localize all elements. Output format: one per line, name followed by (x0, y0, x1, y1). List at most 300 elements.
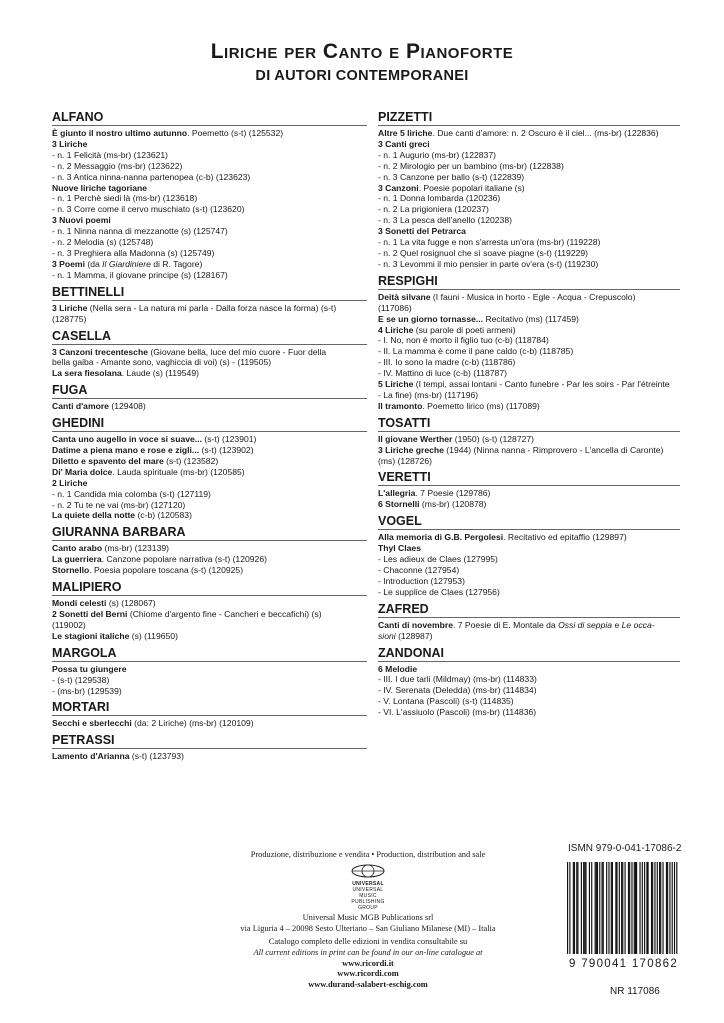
barcode-bar (652, 862, 653, 954)
work-entry (378, 325, 680, 336)
work-text: (s) (128067) (106, 598, 156, 609)
work-text: - n. 2 Tu te ne vai (ms-br) (127120) (52, 499, 186, 510)
barcode-bar (662, 862, 663, 954)
barcode-bar (599, 862, 600, 954)
work-text: Mondi celesti (52, 598, 107, 609)
work-entry (52, 270, 367, 281)
work-text: di R. Tagore) (150, 258, 203, 269)
barcode-bar (669, 862, 670, 954)
composer-section (52, 416, 367, 521)
composer-name: VERETTI (378, 470, 680, 486)
work-entry (378, 499, 680, 510)
work-entry (52, 303, 367, 314)
work-entry (378, 390, 680, 401)
work-text: Thyl Claes (378, 543, 421, 554)
work-text: - n. 3 Corre come il cervo muschiato (s-t) (123620) (52, 204, 245, 215)
work-entry (52, 314, 367, 325)
composer-name: ALFANO (52, 110, 367, 126)
work-text: La guerriera (52, 554, 102, 565)
work-text: (s-t) (123902) (199, 445, 254, 456)
work-entry (52, 664, 367, 675)
work-text: - I. No, non è morto il figlio tuo (c-b) (118784) (378, 335, 549, 346)
barcode-bar (584, 862, 585, 954)
work-entry (378, 226, 680, 237)
composer-section (52, 383, 367, 412)
work-text: . Poesie popolari italiane (s) (418, 182, 525, 193)
composer-section (52, 329, 367, 380)
url-ricordi-it[interactable]: www.ricordi.it (342, 958, 394, 968)
work-text: - n. 1 Augurio (ms-br) (122837) (378, 149, 496, 160)
work-entry (52, 445, 367, 456)
work-entry (378, 139, 680, 150)
barcode-bar (648, 862, 649, 954)
composer-name: RESPIGHI (378, 274, 680, 290)
barcode-bar (591, 862, 592, 954)
work-entry (52, 434, 367, 445)
work-text: - n. 3 Preghiera alla Madonna (s) (125749) (52, 247, 215, 258)
work-text: Le occa- (621, 619, 655, 630)
work-text: 3 Liriche (52, 302, 88, 313)
barcode-bar (636, 862, 637, 954)
work-text: 6 Melodie (378, 663, 418, 674)
work-text: - IV. Mattino di luce (c-b) (118787) (378, 368, 507, 379)
barcode-bar (615, 862, 616, 954)
barcode-bar (674, 862, 675, 954)
work-text: 3 Poemi (52, 258, 85, 269)
work-entry (378, 445, 680, 456)
work-entry (52, 675, 367, 686)
barcode-bar (672, 862, 673, 954)
work-text: L'allegria (378, 488, 416, 499)
work-text: - II. La mamma è come il pane caldo (c-b) (118785) (378, 346, 574, 357)
barcode-bar (603, 862, 604, 954)
work-text: 3 Nuovi poemi (52, 215, 111, 226)
composer-section (52, 733, 367, 762)
work-entry (378, 620, 680, 631)
work-entry (378, 128, 680, 139)
composer-section (378, 514, 680, 597)
work-text: Il tramonto (378, 400, 423, 411)
work-entry (52, 500, 367, 511)
work-entry (378, 576, 680, 587)
work-text: Ossi di seppia (558, 619, 613, 630)
work-text: - n. 3 Levommi il mio pensier in parte ov'era (s-t) (119230) (378, 258, 599, 269)
barcode-bar (666, 862, 667, 954)
catalog-note-it: Catalogo completo delle edizioni in vendita consultabile su (268, 937, 468, 947)
page-subtitle: DI AUTORI CONTEMPORANEI (255, 68, 469, 84)
work-entry (52, 598, 367, 609)
work-text: (I tempi, assai lontani - Canto funebre - Par les soirs - Par l'étreinte (413, 379, 670, 390)
work-text: - n. 2 Quel rosignuol che sì soave piagne (s-t) (119229) (378, 247, 589, 258)
work-text: Diletto e spavento del mare (52, 455, 164, 466)
barcode-bar (642, 862, 643, 954)
work-text: Datime a piena mano e rose e zigli... (52, 445, 200, 456)
work-entry (378, 303, 680, 314)
work-entry (52, 620, 367, 631)
work-entry (378, 193, 680, 204)
work-entry (52, 368, 367, 379)
work-text: Il giovane Werther (378, 433, 453, 444)
work-entry (378, 368, 680, 379)
work-text: 4 Liriche (378, 324, 414, 335)
work-entry (52, 565, 367, 576)
work-entry (52, 401, 367, 412)
work-text: - n. 1 La vita fugge e non s'arresta un'ora (ms-br) (119228) (378, 237, 601, 248)
barcode-bar (585, 862, 586, 954)
work-text: Di' Maria dolce (52, 466, 113, 477)
composer-name: BETTINELLI (52, 285, 367, 301)
logo-subtext: UNIVERSAL MUSIC PUBLISHING GROUP (351, 887, 385, 912)
left-column (52, 110, 367, 766)
barcode-bar (657, 862, 658, 954)
work-text: - V. Lontana (Pascoli) (s-t) (114835) (378, 696, 514, 707)
barcode-bar (611, 862, 612, 954)
barcode-bar (628, 862, 629, 954)
composer-name: TOSATTI (378, 416, 680, 432)
composer-section (378, 416, 680, 467)
barcode-bar (644, 862, 645, 954)
work-entry (378, 554, 680, 565)
barcode-bar (654, 862, 655, 954)
work-entry (52, 172, 367, 183)
work-entry (52, 510, 367, 521)
work-entry (378, 456, 680, 467)
work-text: (Giovane bella, luce del mio cuore - Fuor della (148, 346, 327, 357)
work-entry (52, 150, 367, 161)
work-entry (52, 139, 367, 150)
url-ricordi-com[interactable]: www.ricordi.com (337, 969, 399, 979)
work-entry (52, 259, 367, 270)
work-text: Deità silvane (378, 291, 431, 302)
work-entry (52, 456, 367, 467)
barcode-bar (573, 862, 574, 954)
universal-logo (350, 864, 386, 912)
barcode-bar (625, 862, 626, 954)
work-text: (Chiome d'argento fine - Cancheri e beccafichi) (s) (127, 609, 322, 619)
work-entry (378, 237, 680, 248)
barcode-bar (595, 862, 596, 954)
barcode-bar (646, 862, 647, 954)
work-text: - n. 2 Melodia (s) (125748) (52, 237, 154, 248)
ismn-number: ISMN 979-0-041-17086-2 (568, 843, 682, 854)
work-entry (52, 554, 367, 565)
work-entry (378, 401, 680, 412)
work-text: 6 Stornelli (378, 499, 420, 510)
work-text: (Nella sera - La natura mi parla - Dalla forza nasce la forma) (s-t) (87, 302, 337, 313)
work-text: Secchi e sberlecchi (52, 718, 132, 729)
barcode-bar (569, 862, 570, 954)
composer-name: PETRASSI (52, 733, 367, 749)
work-entry (378, 587, 680, 598)
work-entry (378, 357, 680, 368)
work-text: 5 Liriche (378, 379, 414, 390)
work-text: (1944) (Ninna nanna - Rimprovero - L'ancella di Caronte) (443, 444, 664, 455)
work-entry (378, 172, 680, 183)
work-entry (378, 674, 680, 685)
work-text: (ms-br) (123139) (102, 543, 169, 554)
barcode-bar (635, 862, 636, 954)
globe-icon (350, 864, 386, 878)
work-text: Canti di novembre (378, 619, 453, 630)
work-text: . Poesia popolare toscana (s-t) (120925) (89, 565, 244, 576)
work-text: (I fauni - Musica in horto - Egle - Acqua - Crepuscolo) (430, 291, 636, 302)
work-text: È giunto il nostro ultimo autunno (52, 128, 188, 138)
work-text: - III. Io sono la madre (c-b) (118786) (378, 357, 516, 368)
work-entry (52, 204, 367, 215)
work-entry (378, 204, 680, 215)
work-text: . Laude (s) (119549) (121, 368, 199, 379)
composer-name: PIZZETTI (378, 110, 680, 126)
barcode-bar (589, 862, 590, 954)
work-entry (378, 292, 680, 303)
work-entry (378, 346, 680, 357)
work-entry (52, 489, 367, 500)
work-text: Possa tu giungere (52, 663, 127, 674)
work-entry (52, 193, 367, 204)
work-text: 2 Liriche (52, 477, 88, 488)
work-entry (52, 215, 367, 226)
barcode-bar (659, 862, 660, 954)
work-text: sioni (378, 630, 396, 641)
work-entry (52, 718, 367, 729)
work-entry (378, 543, 680, 554)
work-entry (378, 183, 680, 194)
barcode-bar (581, 862, 582, 954)
work-text: 3 Canzoni (378, 182, 419, 193)
composer-section (52, 525, 367, 576)
work-text: 3 Liriche greche (378, 444, 444, 455)
work-entry (378, 631, 680, 642)
composer-name: FUGA (52, 383, 367, 399)
distribution-note: Produzione, distribuzione e vendita • Production, distribution and sale (250, 850, 486, 859)
work-text: - n. 1 Felicità (ms-br) (123621) (52, 149, 169, 160)
work-text: (da (84, 258, 103, 269)
work-text: 3 Canzoni trecentesche (52, 346, 148, 357)
barcode-bar (634, 862, 635, 954)
work-entry (52, 751, 367, 762)
url-durand[interactable]: www.durand-salabert-eschig.com (308, 979, 428, 989)
barcode-bar (567, 862, 568, 954)
work-entry (52, 347, 367, 358)
work-text: - n. 2 Mirologio per un bambino (ms-br) (122838) (378, 160, 564, 171)
work-text: 3 Canti greci (378, 138, 430, 149)
work-text: - Les adieux de Claes (127995) (378, 554, 498, 565)
barcode-bar (676, 862, 677, 954)
work-entry (52, 686, 367, 697)
work-text: . Lauda spirituale (ms-br) (120585) (112, 466, 245, 477)
work-entry (52, 128, 367, 139)
work-text: La quiete della notte (52, 510, 136, 521)
work-entry (378, 161, 680, 172)
work-text: Alla memoria di G.B. Pergolesi (378, 532, 504, 543)
work-text: Stornello (52, 565, 90, 576)
work-text: Canto arabo (52, 543, 103, 554)
work-entry (378, 248, 680, 259)
barcode-bar (583, 862, 584, 954)
work-text: . Recitativo ed epitaffio (129897) (503, 532, 627, 543)
work-entry (52, 478, 367, 489)
barcode (555, 860, 685, 970)
work-text: (128987) (395, 630, 433, 641)
work-entry (52, 609, 367, 620)
work-text: - (s-t) (129538) (52, 674, 110, 685)
work-text: - Chaconne (127954) (378, 565, 460, 575)
barcode-bar (621, 862, 622, 954)
work-text: - (ms-br) (129539) (52, 685, 122, 696)
work-text: . Canzone popolare narrativa (s-t) (120926) (101, 554, 267, 565)
composer-name: ZAFRED (378, 602, 680, 618)
composer-section (52, 110, 367, 281)
composer-section (378, 110, 680, 270)
barcode-bar (616, 862, 617, 954)
work-entry (378, 565, 680, 576)
composer-section (378, 470, 680, 510)
work-entry (52, 631, 367, 642)
composer-name: MALIPIERO (52, 580, 367, 596)
work-text: - n. 1 Mamma, il giovane principe (s) (128167) (52, 269, 228, 280)
work-text: - Introduction (127953) (378, 575, 465, 586)
barcode-bar (660, 862, 661, 954)
work-text: Nuove liriche tagoriane (52, 182, 148, 193)
barcode-bar (602, 862, 603, 954)
work-text: (c-b) (120583) (135, 510, 192, 521)
work-text: - n. 3 Antica ninna-nanna partenopea (c-b) (123623) (52, 171, 251, 182)
work-text: - IV. Serenata (Deledda) (ms-br) (114834) (378, 685, 537, 696)
work-text: (s-t) (123582) (163, 455, 219, 466)
barcode-bar (606, 862, 607, 954)
composer-name: CASELLA (52, 329, 367, 345)
composer-name: ZANDONAI (378, 646, 680, 662)
work-text: Canta uno augello in voce si suave... (52, 434, 202, 445)
composer-section (378, 646, 680, 719)
work-text: (da: 2 Liriche) (ms-br) (120109) (131, 718, 254, 729)
work-text: . Due canti d'amore: n. 2 Oscuro è il ciel... (ms-br) (122836) (432, 128, 659, 138)
composer-name: MARGOLA (52, 646, 367, 662)
work-text: - Le supplice de Claes (127956) (378, 586, 500, 597)
barcode-bar (622, 862, 623, 954)
work-entry (52, 161, 367, 172)
composer-section (52, 700, 367, 729)
nr-number: NR 117086 (610, 986, 660, 997)
page-title: Liriche per Canto e Pianoforte (210, 40, 514, 63)
work-text: (117086) (378, 302, 412, 313)
publisher-name: Universal Music MGB Publications srl (302, 913, 434, 923)
barcode-bar (576, 862, 577, 954)
work-entry (52, 226, 367, 237)
work-entry (378, 259, 680, 270)
work-entry (378, 379, 680, 390)
composer-section (52, 646, 367, 697)
barcode-bar (596, 862, 597, 954)
work-text: . Poemetto (s-t) (125532) (187, 128, 284, 138)
work-text: Canti d'amore (52, 401, 109, 412)
work-text: (1950) (s-t) (128727) (452, 433, 535, 444)
work-text: (su parole di poeti armeni) (413, 324, 516, 335)
work-text: - n. 1 Candida mia colomba (s-t) (127119) (52, 488, 211, 499)
barcode-bar (612, 862, 613, 954)
barcode-bar (597, 862, 598, 954)
work-text: 3 Sonetti del Petrarca (378, 226, 466, 237)
work-entry (378, 664, 680, 675)
barcode-bar (651, 862, 652, 954)
work-text: - n. 1 Perchè siedi là (ms-br) (123618) (52, 193, 198, 204)
work-text: (ms) (128726) (378, 455, 432, 466)
work-text: (129408) (108, 401, 146, 412)
work-entry (378, 488, 680, 499)
barcode-bar (667, 862, 668, 954)
work-entry (52, 543, 367, 554)
work-entry (378, 150, 680, 161)
work-text: e (612, 619, 622, 630)
work-text: - La fine) (ms-br) (117196) (378, 389, 479, 400)
work-entry (378, 215, 680, 226)
barcode-bar (574, 862, 575, 954)
composer-section (52, 580, 367, 642)
work-text: Recitativo (ms) (117459) (483, 313, 579, 324)
work-text: (119002) (52, 619, 86, 630)
composer-name: GHEDINI (52, 416, 367, 432)
work-text: - III. I due tarli (Mildmay) (ms-br) (114833) (378, 674, 537, 685)
work-text: Il Giardiniere (102, 258, 151, 269)
barcode-bar (631, 862, 632, 954)
work-text: - n. 3 Canzone per ballo (s-t) (122839) (378, 171, 525, 182)
work-entry (378, 696, 680, 707)
work-text: 3 Liriche (52, 138, 88, 149)
composer-section (378, 602, 680, 642)
work-text: (ms-br) (120878) (419, 499, 487, 510)
work-text: - n. 1 Donna lombarda (120236) (378, 193, 501, 204)
barcode-bar (639, 862, 640, 954)
work-entry (52, 467, 367, 478)
work-text: . Poemetto lirico (ms) (117089) (422, 400, 540, 411)
work-entry (52, 183, 367, 194)
work-text: (128775) (52, 313, 87, 324)
work-text: Le stagioni italiche (52, 630, 130, 641)
work-entry (378, 532, 680, 543)
work-entry (378, 314, 680, 325)
work-text: 2 Sonetti del Berni (52, 609, 128, 619)
work-text: E se un giorno tornasse... (378, 313, 484, 324)
barcode-bar (629, 862, 630, 954)
composer-section (378, 274, 680, 412)
barcode-number: 9 790041 170862 (569, 958, 679, 970)
barcode-bar (608, 862, 609, 954)
work-text: (s-t) (123793) (129, 751, 184, 762)
work-text: - n. 1 Ninna nanna di mezzanotte (s) (125747) (52, 226, 228, 237)
publisher-footer (222, 850, 514, 990)
work-entry (52, 357, 367, 368)
work-text: Lamento d'Arianna (52, 751, 130, 762)
work-text: . 7 Poesie di E. Montale da (452, 619, 559, 630)
barcode-bar (619, 862, 620, 954)
barcode-bar (577, 862, 578, 954)
work-entry (378, 685, 680, 696)
composer-section (52, 285, 367, 325)
work-text: (s-t) (123901) (201, 434, 257, 445)
catalog-note-en: All current editions in print can be found in our on-line catalogue at (253, 947, 483, 957)
right-column (378, 110, 680, 722)
composer-name: MORTARI (52, 700, 367, 716)
work-text: - n. 2 Messaggio (ms-br) (123622) (52, 160, 183, 171)
work-text: La sera fiesolana (52, 368, 122, 379)
work-entry (378, 707, 680, 718)
work-text: - VI. L'assiuolo (Pascoli) (ms-br) (114836) (378, 707, 537, 718)
work-text: . 7 Poesie (129786) (415, 488, 491, 499)
barcode-graphic (555, 860, 685, 956)
work-text: bella gaiba - Amante sono, vaghiccia di voi) (s) - (119505) (52, 357, 272, 368)
work-entry (52, 248, 367, 259)
work-text: - n. 3 La pesca dell'anello (120238) (378, 215, 512, 226)
